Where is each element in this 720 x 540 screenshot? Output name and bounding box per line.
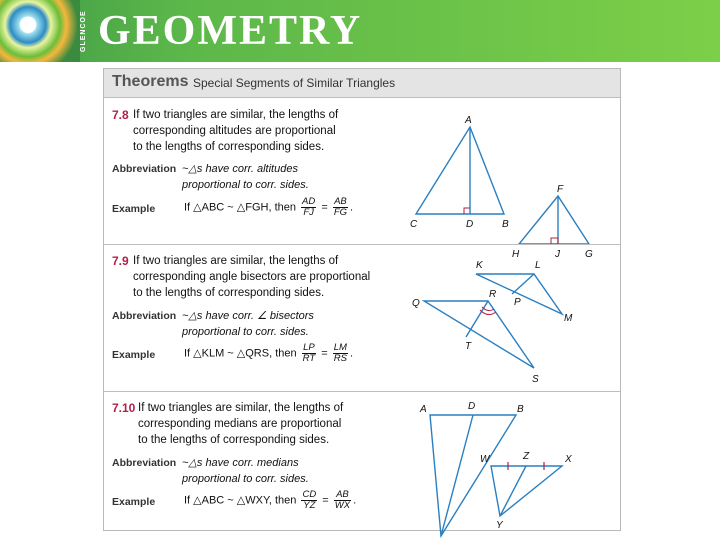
statement-line: to the lengths of corresponding sides. <box>133 287 325 299</box>
abbreviation-text <box>182 161 309 193</box>
example-prefix: If △ABC ~ △WXY, then <box>184 494 297 507</box>
statement-line: corresponding angle bisectors are proportional <box>133 271 371 283</box>
theorem-statement <box>133 253 370 301</box>
vertex-label: Z <box>523 451 530 462</box>
example-statement: If △KLM ~ △QRS, then $\frac{LP}{RT}$ = $\frac{LM}{RS}$ . <box>184 342 353 364</box>
example-label: Example <box>112 349 156 361</box>
vertex-label: B <box>517 404 524 415</box>
altitude-figure <box>404 105 604 260</box>
fraction-numerator: CD <box>302 489 317 500</box>
publisher-label: GLENCOE <box>80 10 87 52</box>
abbreviation-label: Abbreviation <box>112 310 177 322</box>
abbreviation-label: Abbreviation <box>112 163 177 175</box>
vertex-label: C <box>410 219 418 230</box>
fraction-denominator: RT <box>302 353 316 364</box>
statement-line: If two triangles are similar, the lengths of <box>133 109 339 121</box>
median-yz <box>500 466 526 516</box>
theorem-number: 7.10 <box>112 401 136 415</box>
example-statement: If △ABC ~ △FGH, then $\frac{AD}{FJ}$ = $\frac{AB}{FG}$ . <box>184 196 354 218</box>
triangle-fgh <box>519 196 589 244</box>
theorem-7-10 <box>104 392 620 530</box>
bisector-rt <box>466 301 488 337</box>
fraction-numerator: LP <box>303 342 315 353</box>
angle-bisector-figure <box>404 249 604 391</box>
vertex-label: F <box>557 184 564 195</box>
vertex-label: S <box>532 374 539 385</box>
vertex-label: L <box>535 260 541 271</box>
panel-header <box>104 69 620 98</box>
panel-keyword: Theorems <box>112 73 189 90</box>
vertex-label: A <box>465 115 472 126</box>
fraction-numerator: AD <box>302 196 316 207</box>
vertex-label: Y <box>496 520 503 531</box>
median-figure <box>404 396 604 530</box>
fraction-numerator: AB <box>334 196 347 207</box>
vertex-label: K <box>476 260 483 271</box>
header-banner <box>0 0 720 62</box>
panel-title: Special Segments of Similar Triangles <box>193 76 396 90</box>
fraction-denominator: RS <box>333 353 347 364</box>
vertex-label: T <box>465 341 472 352</box>
fraction-denominator: FG <box>333 207 348 218</box>
abbreviation-line: proportional to corr. sides. <box>182 179 309 191</box>
fraction <box>301 197 316 218</box>
example-statement: If △ABC ~ △WXY, then $\frac{CD}{YZ}$ = $\frac{AB}{WX}$ . <box>184 489 357 511</box>
vertex-label: H <box>512 249 520 260</box>
fraction <box>334 490 351 511</box>
theorem-7-9 <box>104 245 620 391</box>
fraction-numerator: LM <box>333 342 347 353</box>
vertex-label: R <box>489 289 497 300</box>
theorem-number: 7.8 <box>112 108 129 122</box>
statement-line: If two triangles are similar, the lengths of <box>138 402 344 414</box>
abbreviation-text <box>182 455 309 487</box>
vertex-label: D <box>466 219 474 230</box>
vertex-label: G <box>585 249 593 260</box>
fraction-denominator: FJ <box>303 207 314 218</box>
theorem-statement <box>138 400 343 448</box>
theorem-number: 7.9 <box>112 254 129 268</box>
triangle-wxy <box>491 466 562 516</box>
abbreviation-line: proportional to corr. sides. <box>182 326 309 338</box>
triangle-qrs <box>424 301 534 368</box>
statement-line: If two triangles are similar, the lengths of <box>133 255 339 267</box>
fraction-denominator: YZ <box>303 500 316 511</box>
fraction <box>333 197 348 218</box>
vertex-label: X <box>565 454 572 465</box>
fraction <box>301 490 317 511</box>
abbreviation-line: proportional to corr. sides. <box>182 473 309 485</box>
abbreviation-line: ~△s have corr. ∠ bisectors <box>182 310 314 322</box>
fraction <box>302 343 317 364</box>
page-title: GEOMETRY <box>98 8 363 54</box>
right-angle-mark <box>464 208 470 214</box>
abbreviation-line: ~△s have corr. medians <box>182 457 299 469</box>
abbreviation-label: Abbreviation <box>112 457 177 469</box>
example-label: Example <box>112 496 156 508</box>
example-label: Example <box>112 203 156 215</box>
fraction-numerator: AB <box>334 490 351 501</box>
statement-line: to the lengths of corresponding sides. <box>138 434 330 446</box>
fraction-denominator: WX <box>334 500 351 511</box>
vertex-label: M <box>564 313 573 324</box>
bisector-lp <box>512 274 534 294</box>
vertex-label: A <box>420 404 427 415</box>
vertex-label: B <box>502 219 509 230</box>
vertex-label: P <box>514 297 521 308</box>
abbreviation-line: ~△s have corr. altitudes <box>182 163 298 175</box>
example-prefix: If △ABC ~ △FGH, then <box>184 201 296 214</box>
theorem-7-8 <box>104 97 620 260</box>
vertex-label: D <box>468 401 476 412</box>
header-art-image <box>0 0 80 62</box>
vertex-label: Q <box>412 298 420 309</box>
statement-line: corresponding altitudes are proportional <box>133 125 336 137</box>
vertex-label: J <box>555 249 560 260</box>
abbreviation-text <box>182 308 314 340</box>
statement-line: to the lengths of corresponding sides. <box>133 141 325 153</box>
median-cd <box>441 415 473 536</box>
theorems-panel <box>103 68 621 531</box>
triangle-abc <box>430 415 516 536</box>
vertex-label: W <box>480 454 490 465</box>
triangle-abc <box>416 127 504 214</box>
example-prefix: If △KLM ~ △QRS, then <box>184 347 297 360</box>
theorem-statement <box>133 107 338 155</box>
statement-line: corresponding medians are proportional <box>138 418 342 430</box>
fraction <box>333 343 348 364</box>
